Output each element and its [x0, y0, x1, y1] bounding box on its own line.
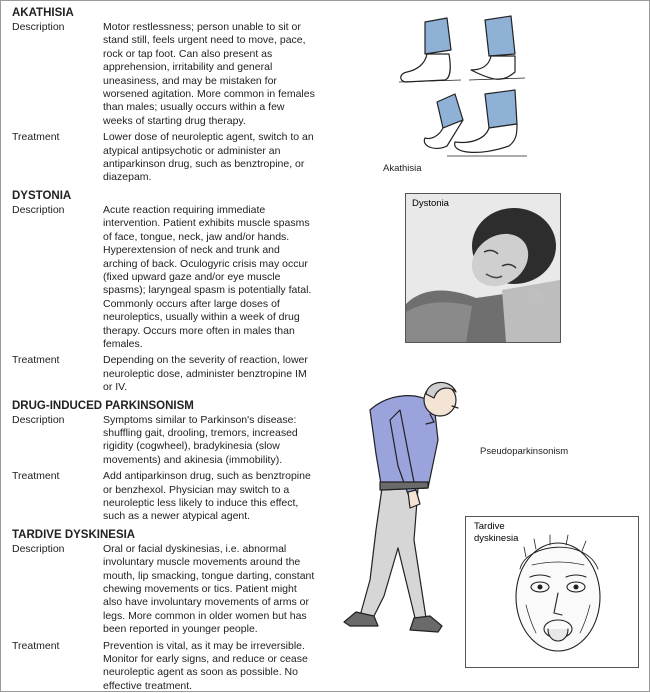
row-label: Treatment [12, 470, 60, 483]
section-dystonia [12, 189, 317, 395]
dystonia-label: Dystonia [412, 198, 449, 209]
section-title: TARDIVE DYSKINESIA [12, 528, 136, 541]
row-label: Description [12, 413, 65, 426]
row-label: Description [12, 542, 65, 555]
row-label: Description [12, 21, 65, 33]
row-description [12, 21, 317, 128]
dystonia-photo [405, 193, 561, 343]
pseudoparkinsonism-caption: Pseudoparkinsonism [480, 446, 569, 457]
akathisia-caption: Akathisia [383, 163, 422, 174]
section-title: DRUG-INDUCED PARKINSONISM [12, 399, 194, 412]
akathisia-feet-illustration [385, 10, 535, 170]
row-label: Description [12, 203, 65, 216]
row-treatment [12, 470, 317, 524]
row-text: Acute reaction requiring immediate intervention. Patient exhibits muscle spasms of face, tongue, neck, jaw and/or hands. Hyperextension of neck and trunk and arching of back. Oculogyric crisis may occur (fixed upward gaze and/or eye muscle spasms); laryngeal spasm is potentially fatal. Commonly occurs after large doses of neuroleptics, usually within a week of drug therapy. Occurs more often in males than females. [103, 203, 312, 350]
row-label: Treatment [12, 354, 60, 367]
tardive-label: Tardive dyskinesia [474, 521, 519, 544]
pseudoparkinsonism-illustration [330, 370, 480, 660]
row-label: Treatment [12, 131, 60, 144]
row-text: Depending on the severity of reaction, lower neuroleptic dose, administer benztropine IM or IV. [103, 354, 308, 394]
row-description [12, 204, 317, 351]
row-text: Motor restlessness; person unable to sit or stand still, feels urgent need to move, pace, rock or tap foot. Can also present as apprehension, irritability and general uneasiness, and may be mistaken for worsened agitation. More common in females than males; usually occurs within a few weeks of starting drug therapy. [103, 21, 315, 127]
row-treatment [12, 354, 317, 394]
row-label: Treatment [12, 639, 60, 652]
section-tardive-dyskinesia [12, 528, 317, 693]
section-title: AKATHISIA [12, 7, 74, 19]
row-text: Oral or facial dyskinesias, i.e. abnormal involuntary muscle movements around the mouth, lip smacking, tongue darting, constant chewing movements or tics. Patient might also have involuntary movements of arms or legs. More common in older women but has been reported in younger people. [103, 542, 315, 636]
row-treatment [12, 640, 317, 693]
row-text: Lower dose of neuroleptic agent, switch to an atypical antipsychotic or administer an antiparkinson drug, such as benztropine, or diazepam. [103, 131, 314, 184]
dystonia-portrait [406, 194, 560, 342]
section-akathisia [12, 6, 317, 185]
row-description [12, 414, 317, 468]
text-column [12, 6, 317, 693]
row-text: Prevention is vital, as it may be irreversible. Monitor for early signs, and reduce or cease neuroleptic agent as soon as possible. No effective treatment. [103, 639, 308, 692]
section-title: DYSTONIA [12, 189, 72, 202]
row-text: Symptoms similar to Parkinson's disease: shuffling gait, drooling, tremors, increased rigidity (cogwheel), bradykinesia (slow movements) and akinesia (immobility). [103, 413, 298, 466]
row-treatment [12, 131, 317, 185]
row-text: Add antiparkinson drug, such as benztropine or benzhexol. Physician may switch to a neuroleptic less likely to induce this effect, such as a newer atypical agent. [103, 470, 311, 523]
section-parkinsonism [12, 399, 317, 524]
tardive-dyskinesia-figure [465, 516, 639, 668]
row-description [12, 543, 317, 637]
